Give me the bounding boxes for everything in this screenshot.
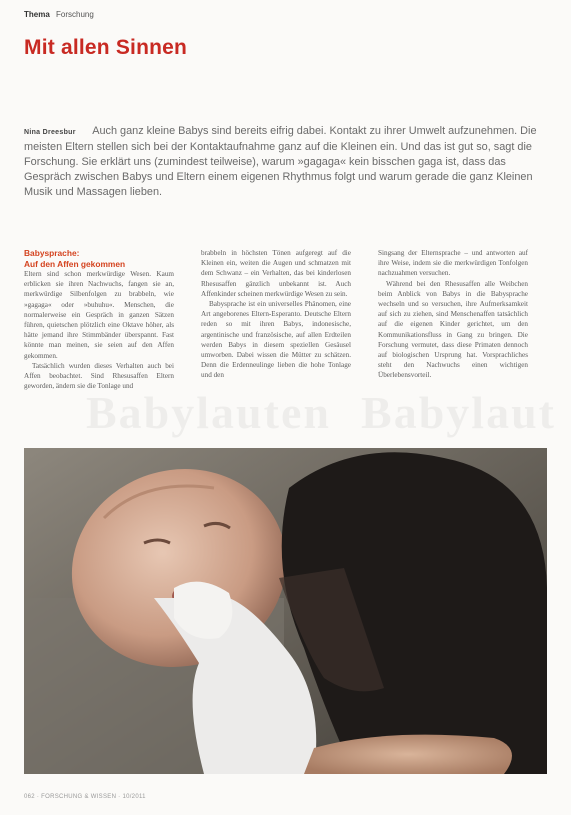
author-byline: Nina Dreesbur [24,129,76,136]
subhead-title: Auf den Affen gekommen [24,258,126,269]
subhead-label: Babysprache: [24,248,80,258]
body-column-3 [378,248,528,381]
paragraph: Während bei den Rhesusaffen alle Weibchen beim Anblick von Babys in die Babysprache wechseln und so versuchen, ihre Aufmerksamkeit auf sich zu ziehen, sind Menschenaffen tatsächlich auf die eigenen Kinder gerichtet, um den Kommunikationsfluss in Gang zu bringen. Die Forschung vermutet, dass diese Primaten dennoch auf biologischen Ursprung hat. Vorsprachliches steht den Nachwuchs einen wichtigen Überlebensvorteil. [378,279,528,380]
section-kicker [24,10,94,19]
ghost-word: Babylauten [86,387,331,438]
paragraph: Babysprache ist ein universelles Phänomen, eine Art angeborenes Eltern-Esperanto. Deutsche Eltern reden so mit ihren Babys, indonesische, argentinische und französische, auf allen Erdteilen werden Babys in diesem speziellen Gesäusel umworben. Dabei wissen die Mütter zu schätzen. Denn die Erdenneulinge lieben die hohe Tonlage und den [201,300,351,380]
section-label: Thema [24,10,50,19]
paragraph: Tatsächlich wurden dieses Verhalten auch bei Affen beobachtet. Sind Rhesusaffen Eltern geworden, ändern sie die Tonlage und [24,361,174,391]
body-column-2 [201,248,351,381]
ghost-word: Babylaut [361,387,556,438]
body-column-1 [24,248,174,391]
lead-paragraph [24,124,550,200]
paragraph: brabbeln in höchsten Tönen aufgeregt auf die Kleinen ein, weiten die Augen und schmatzen mit dem Schwanz – ein Verhalten, das bei kinderlosen Rhesusaffen gänzlich unbekannt ist. Auch Affenkinder scheinen merkwürdige Wesen zu sein. [201,249,351,298]
page-footer: 062 · FORSCHUNG & WISSEN · 10/2011 [24,794,146,800]
ghost-headline [86,386,556,439]
article-headline: Mit allen Sinnen [24,36,188,59]
article-photo [24,448,547,774]
lead-text: Auch ganz kleine Babys sind bereits eifrig dabei. Kontakt zu ihrer Umwelt aufzunehmen. Die meisten Eltern stellen sich bei der Kontaktaufnahme ganz auf die Kleinen ein. Und das ist gut so, sagt die Forschung. Sie erklärt uns (zumindest teilweise), warum »gagaga« kein bisschen gaga ist, dass das Gespräch zwischen Babys und Eltern einem eigenen Rhythmus folgt und warum gerade die ganz Kleinen Musik und Massagen lieben. [24,125,537,198]
paragraph: Singsang der Elternsprache – und antworten auf ihre Weise, indem sie die merkwürdigen Tonfolgen nachzuahmen versuchen. [378,249,528,278]
photo-illustration [24,448,547,774]
topic-label: Forschung [56,10,94,19]
paragraph: Eltern sind schon merkwürdige Wesen. Kaum erblicken sie ihren Nachwuchs, fangen sie an, merkwürdige Silbenfolgen zu brabbeln, wie »gagaga« oder »buhuhu«. Menschen, die normalerweise ein Gespräch in ganzen Sätzen führen, quietschen plötzlich eine Oktave höher, als hätte jemand ihre Stimmbänder überspannt. Fast könnte man meinen, sie seien auf den Affen gekommen. [24,270,174,360]
